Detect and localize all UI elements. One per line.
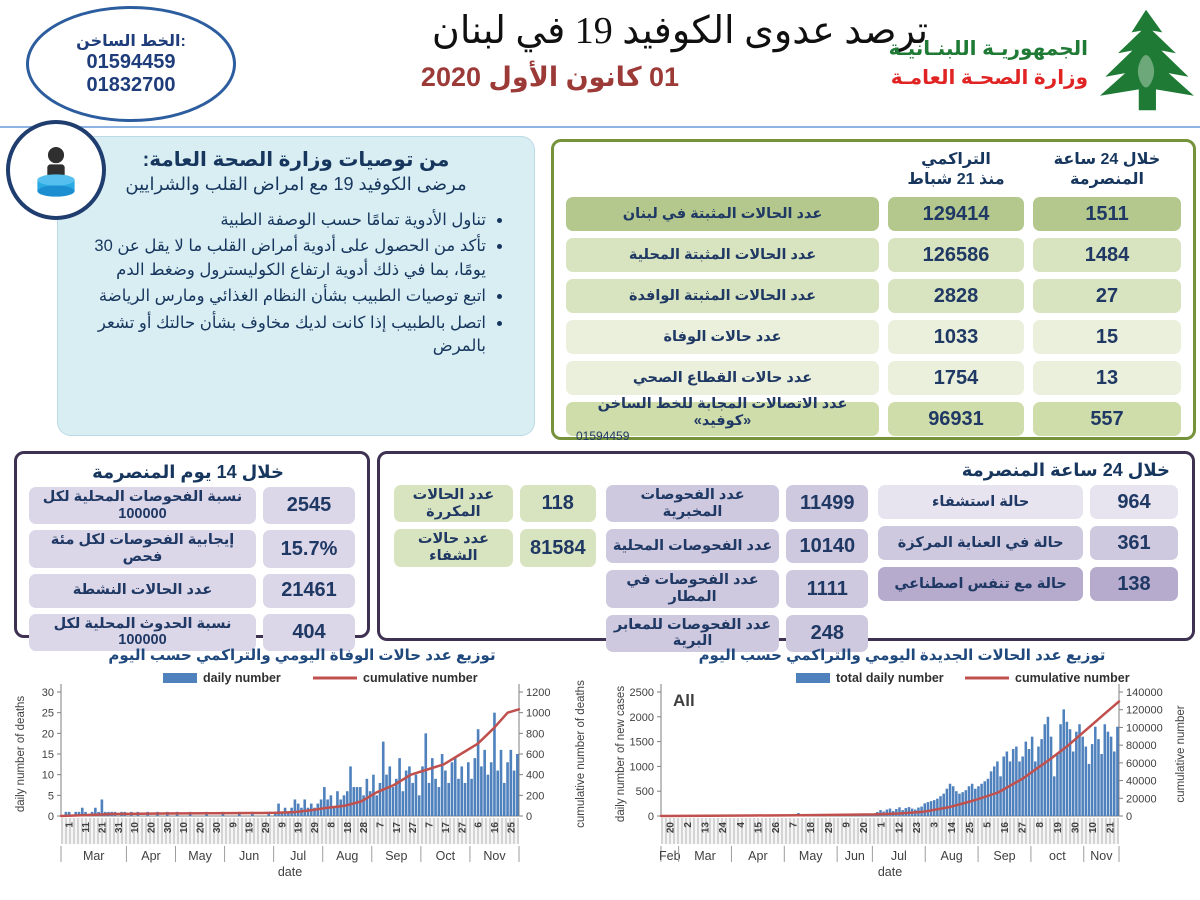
- hotline-number-1: 01594459: [86, 51, 176, 73]
- svg-text:20: 20: [665, 822, 677, 834]
- svg-text:Nov: Nov: [483, 849, 506, 863]
- svg-text:Jun: Jun: [239, 849, 260, 863]
- svg-text:Mar: Mar: [694, 849, 716, 863]
- svg-text:Apr: Apr: [748, 849, 768, 863]
- stat-row: [29, 487, 355, 524]
- svg-text:18: 18: [806, 822, 818, 834]
- stat-label: حالة استشفاء: [878, 485, 1083, 519]
- svg-text:7: 7: [375, 822, 387, 828]
- value-cumulative: 1754: [888, 361, 1024, 395]
- svg-text:25: 25: [964, 822, 976, 834]
- svg-text:7: 7: [788, 822, 800, 828]
- hotline-badge: [26, 6, 236, 122]
- svg-text:16: 16: [489, 822, 501, 834]
- svg-text:120000: 120000: [1126, 704, 1163, 717]
- svg-text:0: 0: [526, 811, 533, 823]
- svg-text:19: 19: [244, 822, 256, 834]
- hotline-number-2: 01832700: [86, 74, 176, 96]
- column-header-cumulative: التراكمي منذ 21 شباط: [907, 151, 1005, 188]
- column-header-24h: خلال 24 ساعة المنصرمة: [1053, 151, 1161, 188]
- svg-text:Jul: Jul: [290, 849, 307, 863]
- svg-text:5: 5: [982, 822, 994, 828]
- svg-text:29: 29: [260, 822, 272, 834]
- svg-text:Jun: Jun: [844, 849, 865, 863]
- svg-text:9: 9: [841, 822, 853, 828]
- stat-value: 2545: [263, 487, 355, 524]
- svg-text:15: 15: [41, 749, 54, 761]
- recommendation-item: • اتبع توصيات الطبيب بشأن النظام الغذائي ومارس الرياضة: [80, 285, 486, 308]
- recommendation-item: • اتصل بالطبيب إذا كانت لديك مخاوف بشأن حالتك أو تشعر بالمرض: [80, 312, 486, 359]
- svg-text:4: 4: [735, 822, 747, 828]
- stat-value: 21461: [263, 574, 355, 608]
- patient-icon: [6, 120, 106, 220]
- svg-text:cumulative number of deaths: cumulative number of deaths: [575, 680, 587, 828]
- svg-text:8: 8: [326, 822, 338, 828]
- svg-text:1: 1: [64, 822, 76, 828]
- svg-text:400: 400: [526, 769, 545, 782]
- stat-value: 361: [1090, 526, 1178, 560]
- svg-text:27: 27: [457, 822, 469, 834]
- value-24h: 13: [1033, 361, 1181, 395]
- stat-value: 81584: [520, 529, 596, 566]
- svg-text:10: 10: [41, 769, 54, 782]
- svg-text:1000: 1000: [526, 707, 551, 720]
- column-header-spacer: [566, 150, 879, 190]
- recommendations-panel: [57, 136, 535, 436]
- svg-text:May: May: [188, 849, 212, 863]
- svg-text:25: 25: [506, 822, 518, 834]
- svg-text:2500: 2500: [629, 687, 654, 699]
- deaths-chart-svg: [10, 668, 594, 893]
- stat-row: [29, 574, 355, 608]
- svg-text:20: 20: [146, 822, 158, 834]
- svg-text:10: 10: [1088, 822, 1100, 834]
- stat-row: [29, 530, 355, 567]
- last24h-panel: [377, 451, 1195, 650]
- hotline-label: الخط الساخن:: [76, 33, 186, 50]
- page-title: ترصد عدوى الكوفيد 19 في لبنان: [431, 10, 929, 52]
- svg-text:May: May: [798, 849, 823, 863]
- cases-chart: [608, 646, 1196, 898]
- row-label: عدد حالات الوفاة: [566, 320, 879, 354]
- svg-text:Feb: Feb: [659, 849, 681, 863]
- stat-label: عدد الحالات المكررة: [394, 485, 513, 522]
- svg-text:9: 9: [228, 822, 240, 828]
- ministry-name: [889, 36, 1088, 90]
- svg-text:29: 29: [823, 822, 835, 834]
- svg-text:All: All: [673, 691, 695, 710]
- stat-value: 11499: [786, 485, 868, 522]
- svg-text:11: 11: [81, 822, 93, 833]
- stat-label: عدد الفحوصات في المطار: [606, 570, 780, 607]
- svg-text:21: 21: [1105, 822, 1117, 834]
- deaths-chart-title: توزيع عدد حالات الوفاة اليومي والتراكمي حسب اليوم: [108, 647, 496, 664]
- svg-text:2000: 2000: [629, 711, 654, 724]
- recommendation-item: • تناول الأدوية تمامًا حسب الوصفة الطبية: [80, 209, 486, 232]
- stat-label: عدد الفحوصات للمعابر البرية: [606, 615, 780, 652]
- stat-label: عدد الفحوصات المخبرية: [606, 485, 780, 522]
- stat-label: إيجابية الفحوصات لكل مئة فحص: [29, 530, 256, 567]
- svg-text:600: 600: [526, 749, 545, 761]
- hotline-number-small: 01594459: [576, 428, 630, 443]
- svg-text:1200: 1200: [526, 687, 551, 699]
- svg-text:Jul: Jul: [890, 849, 907, 863]
- value-cumulative: 2828: [888, 279, 1024, 313]
- recommendations-title: من توصيات وزارة الصحة العامة:: [142, 149, 450, 171]
- svg-text:30: 30: [1070, 822, 1082, 834]
- fourteen-day-title: خلال 14 يوم المنصرمة: [92, 462, 284, 482]
- stat-label: عدد حالات الشفاء: [394, 529, 513, 566]
- svg-text:800: 800: [526, 728, 545, 741]
- svg-text:12: 12: [894, 822, 906, 834]
- svg-text:19: 19: [1052, 822, 1064, 834]
- svg-text:Oct: Oct: [435, 849, 456, 863]
- svg-text:500: 500: [635, 786, 654, 799]
- stat-value: 138: [1090, 567, 1178, 601]
- row-label: عدد الاتصالات المجابة للخط الساخن «كوفيد» 01594459: [566, 402, 879, 436]
- svg-text:cumulative number: cumulative number: [1175, 705, 1187, 803]
- svg-text:Sep: Sep: [385, 849, 408, 863]
- svg-text:2: 2: [682, 822, 694, 828]
- stat-value: 118: [520, 485, 596, 522]
- header-divider: [0, 126, 1200, 128]
- tests-group: [606, 485, 869, 659]
- svg-text:Aug: Aug: [336, 849, 359, 863]
- recommendations-list: [80, 209, 512, 359]
- svg-text:1: 1: [876, 822, 888, 828]
- svg-text:13: 13: [700, 822, 712, 834]
- svg-text:18: 18: [342, 822, 354, 834]
- recommendations-subtitle: مرضى الكوفيد 19 مع امراض القلب والشرايين: [125, 174, 467, 194]
- svg-text:29: 29: [310, 822, 322, 834]
- svg-text:cumulative number: cumulative number: [363, 671, 478, 685]
- value-cumulative: 126586: [888, 238, 1024, 272]
- svg-text:26: 26: [771, 822, 782, 834]
- value-cumulative: 96931: [888, 402, 1024, 436]
- svg-text:30: 30: [41, 687, 54, 699]
- deaths-chart: [10, 646, 594, 898]
- value-24h: 557: [1033, 402, 1181, 436]
- stat-value: 1111: [786, 570, 868, 607]
- row-label: عدد الحالات المثبتة المحلية: [566, 238, 879, 272]
- stat-value: 15.7%: [263, 530, 355, 567]
- svg-text:30: 30: [211, 822, 223, 834]
- recommendation-item: • تأكد من الحصول على أدوية أمراض القلب ما لا يقل عن 30 يومًا، بما في ذلك أدوية ارتفاع الكوليسترول وضغط الدم: [80, 235, 486, 282]
- svg-text:25: 25: [41, 707, 54, 720]
- svg-text:total daily number: total daily number: [836, 671, 944, 685]
- svg-text:daily number: daily number: [203, 671, 281, 685]
- svg-text:24: 24: [718, 822, 730, 834]
- svg-text:daily number of new cases: daily number of new cases: [615, 685, 627, 823]
- svg-text:31: 31: [113, 822, 125, 834]
- value-cumulative: 129414: [888, 197, 1024, 231]
- row-label: عدد الحالات المثبتة في لبنان: [566, 197, 879, 231]
- svg-text:Apr: Apr: [141, 849, 161, 863]
- ministry-logo: [852, 8, 1196, 117]
- svg-text:Sep: Sep: [993, 849, 1016, 863]
- svg-text:80000: 80000: [1126, 740, 1157, 753]
- value-24h: 15: [1033, 320, 1181, 354]
- svg-text:23: 23: [911, 822, 923, 834]
- svg-text:40000: 40000: [1126, 775, 1157, 788]
- svg-text:20000: 20000: [1126, 793, 1157, 806]
- svg-text:Mar: Mar: [82, 849, 105, 863]
- cases-chart-title: توزيع عدد الحالات الجديدة اليومي والتراكمي حسب اليوم: [698, 647, 1106, 664]
- value-24h: 1484: [1033, 238, 1181, 272]
- svg-text:140000: 140000: [1126, 687, 1163, 699]
- ministry-line2: وزارة الصحـة العامـة: [890, 66, 1088, 89]
- summary-table: [551, 139, 1196, 443]
- stat-label: نسبة الفحوصات المحلية لكل 100000: [29, 487, 256, 524]
- svg-text:0: 0: [47, 811, 54, 823]
- svg-text:10: 10: [179, 822, 191, 834]
- svg-text:20: 20: [195, 822, 207, 834]
- value-cumulative: 1033: [888, 320, 1024, 354]
- svg-text:15: 15: [753, 822, 765, 834]
- svg-text:100000: 100000: [1126, 722, 1163, 735]
- stat-label: حالة في العناية المركزة: [878, 526, 1083, 560]
- svg-text:7: 7: [424, 822, 436, 828]
- svg-text:8: 8: [1035, 822, 1047, 828]
- svg-text:Aug: Aug: [940, 849, 963, 863]
- row-label: عدد حالات القطاع الصحي: [566, 361, 879, 395]
- svg-text:Nov: Nov: [1090, 849, 1113, 863]
- svg-text:21: 21: [97, 822, 109, 834]
- svg-text:0: 0: [1126, 811, 1133, 823]
- svg-text:19: 19: [293, 822, 305, 834]
- svg-text:1500: 1500: [629, 736, 654, 749]
- stat-label: عدد الحالات النشطة: [29, 574, 256, 608]
- stat-value: 964: [1090, 485, 1178, 519]
- svg-text:0: 0: [647, 811, 654, 823]
- stat-value: 404: [263, 614, 355, 651]
- value-24h: 1511: [1033, 197, 1181, 231]
- svg-text:daily number of deaths: daily number of deaths: [15, 695, 27, 813]
- row-label: عدد الحالات المثبتة الوافدة: [566, 279, 879, 313]
- stat-value: 248: [786, 615, 868, 652]
- stat-label: حالة مع تنفس اصطناعي: [878, 567, 1083, 601]
- svg-text:3: 3: [929, 822, 941, 828]
- hospitalization-group: [878, 485, 1178, 608]
- stat-value: 10140: [786, 529, 868, 563]
- svg-text:16: 16: [1000, 822, 1011, 834]
- svg-text:5: 5: [47, 790, 54, 803]
- value-24h: 27: [1033, 279, 1181, 313]
- fourteen-day-panel: [14, 451, 370, 649]
- svg-text:200: 200: [526, 790, 545, 803]
- last24h-title: خلال 24 ساعة المنصرمة: [961, 460, 1170, 480]
- svg-text:20: 20: [859, 822, 871, 834]
- svg-text:28: 28: [359, 822, 371, 834]
- svg-text:10: 10: [130, 822, 142, 834]
- svg-text:9: 9: [277, 822, 289, 828]
- svg-text:date: date: [877, 865, 903, 879]
- svg-text:17: 17: [440, 822, 452, 834]
- svg-text:6: 6: [473, 822, 485, 828]
- stat-label: نسبة الحدوث المحلية لكل 100000: [29, 614, 256, 651]
- cases-chart-svg: [608, 668, 1196, 893]
- svg-text:cumulative number: cumulative number: [1015, 671, 1130, 685]
- svg-text:20: 20: [41, 728, 54, 741]
- svg-text:30: 30: [162, 822, 174, 834]
- svg-text:60000: 60000: [1126, 757, 1157, 770]
- cedar-icon: [1096, 8, 1196, 117]
- ministry-line1: الجمهوريـة اللبنـانيـة: [888, 37, 1088, 60]
- stat-label: عدد الفحوصات المحلية: [606, 529, 780, 563]
- svg-text:date: date: [277, 865, 303, 879]
- svg-text:1000: 1000: [629, 761, 654, 774]
- svg-text:27: 27: [408, 822, 420, 834]
- svg-text:27: 27: [1017, 822, 1029, 834]
- svg-text:17: 17: [391, 822, 403, 834]
- svg-text:14: 14: [947, 822, 959, 834]
- recovery-group: [394, 485, 596, 574]
- svg-text:oct: oct: [1049, 849, 1066, 863]
- report-date: 01 كانون الأول 2020: [420, 62, 680, 92]
